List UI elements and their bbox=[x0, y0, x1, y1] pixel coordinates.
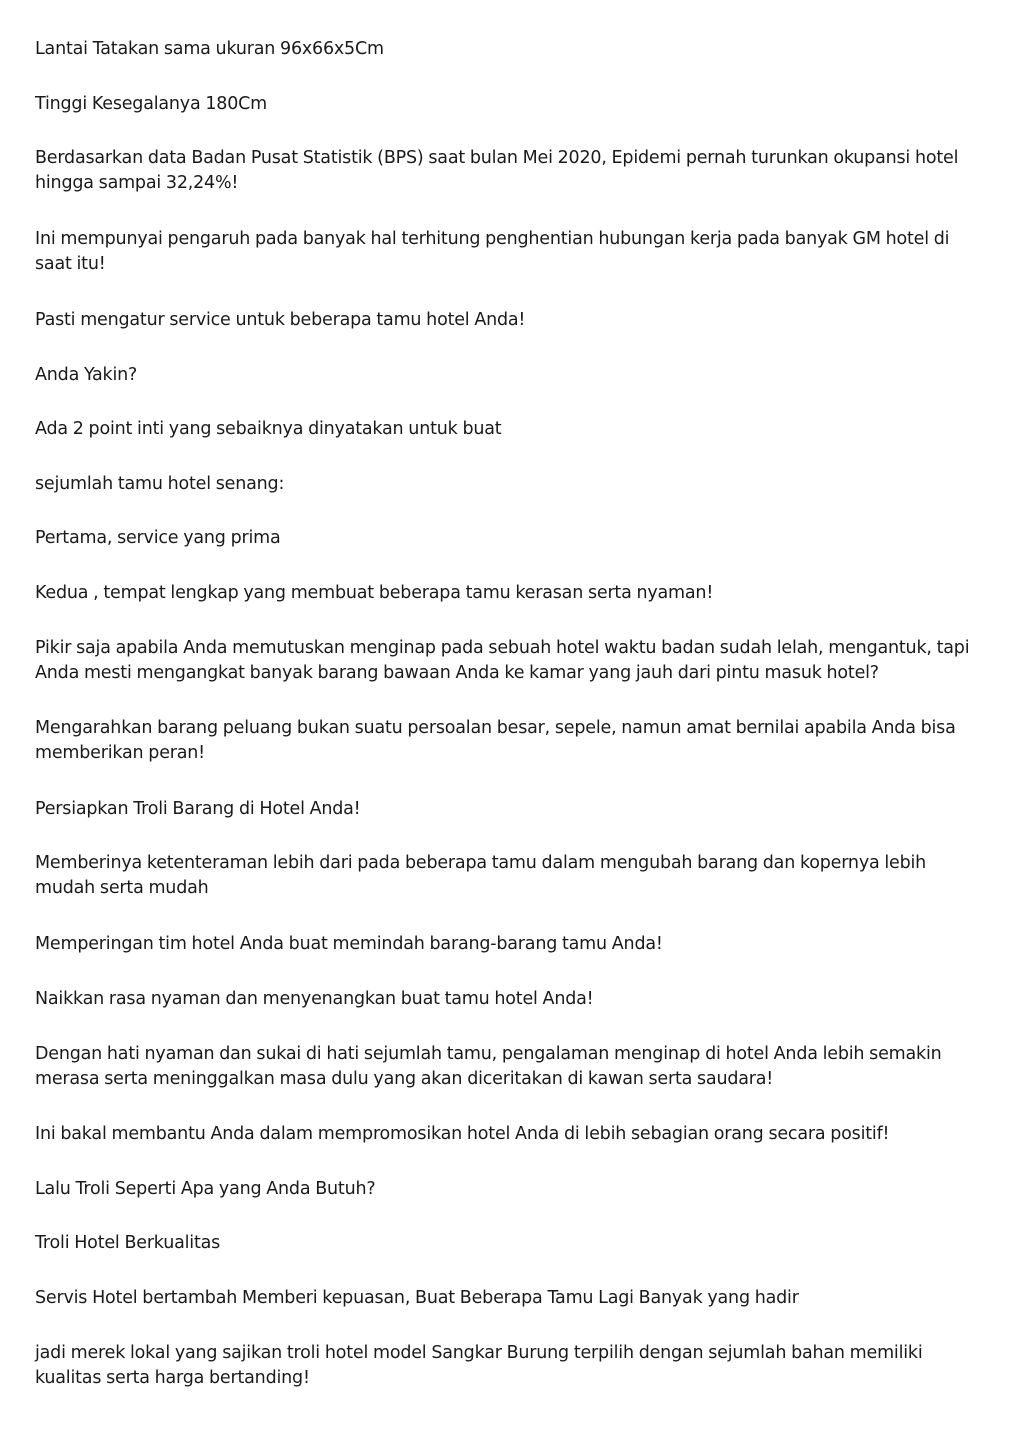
paragraph-luggage: Mengarahkan barang peluang bukan suatu persoalan besar, sepele, namun amat bernilai apabila Anda bisa memberikan peran! bbox=[35, 718, 956, 763]
paragraph-two-points: Ada 2 point inti yang sebaiknya dinyatakan untuk buat bbox=[35, 419, 502, 439]
paragraph-comfort: Memberinya ketenteraman lebih dari pada beberapa tamu dalam mengubah barang dan kopernya lebih mudah serta mudah bbox=[35, 853, 927, 898]
paragraph-quality-trolley: Troli Hotel Berkualitas bbox=[35, 1233, 221, 1253]
paragraph-imagine: Pikir saja apabila Anda memutuskan menginap pada sebuah hotel waktu badan sudah lelah, mengantuk, tapi Anda mesti mengangkat banyak barang bawaan Anda ke kamar yang jauh dari pintu masuk hotel? bbox=[35, 638, 970, 683]
paragraph-impact: Ini mempunyai pengaruh pada banyak hal terhitung penghentian hubungan kerja pada banyak GM hotel di saat itu! bbox=[35, 229, 950, 274]
paragraph-which-trolley: Lalu Troli Seperti Apa yang Anda Butuh? bbox=[35, 1179, 376, 1199]
paragraph-hotel-service: Servis Hotel bertambah Memberi kepuasan, Buat Beberapa Tamu Lagi Banyak yang hadir bbox=[35, 1288, 799, 1308]
paragraph-guests-happy: sejumlah tamu hotel senang: bbox=[35, 474, 285, 494]
paragraph-pleasant: Naikkan rasa nyaman dan menyenangkan buat tamu hotel Anda! bbox=[35, 989, 594, 1009]
paragraph-bps-data: Berdasarkan data Badan Pusat Statistik (BPS) saat bulan Mei 2020, Epidemi pernah turunkan okupansi hotel hingga sampai 32,24%! bbox=[35, 148, 959, 193]
paragraph-local-brand: jadi merek lokal yang sajikan troli hotel model Sangkar Burung terpilih dengan sejumlah bahan memiliki kualitas serta harga bertanding! bbox=[35, 1343, 923, 1388]
paragraph-experience: Dengan hati nyaman dan sukai di hati sejumlah tamu, pengalaman menginap di hotel Anda lebih semakin merasa serta meninggalkan masa dulu yang akan diceritakan di kawan serta saudara! bbox=[35, 1044, 942, 1089]
paragraph-dimensions: Lantai Tatakan sama ukuran 96x66x5Cm bbox=[35, 39, 384, 59]
paragraph-service: Pasti mengatur service untuk beberapa tamu hotel Anda! bbox=[35, 310, 526, 330]
paragraph-promotion: Ini bakal membantu Anda dalam mempromosikan hotel Anda di lebih sebagian orang secara positif! bbox=[35, 1124, 890, 1144]
paragraph-second-point: Kedua , tempat lengkap yang membuat beberapa tamu kerasan serta nyaman! bbox=[35, 583, 714, 603]
paragraph-prepare-trolley: Persiapkan Troli Barang di Hotel Anda! bbox=[35, 799, 361, 819]
paragraph-height: Tinggi Kesegalanya 180Cm bbox=[35, 94, 268, 114]
paragraph-question: Anda Yakin? bbox=[35, 365, 138, 385]
paragraph-first-point: Pertama, service yang prima bbox=[35, 528, 281, 548]
paragraph-team: Memperingan tim hotel Anda buat memindah barang-barang tamu Anda! bbox=[35, 934, 663, 954]
